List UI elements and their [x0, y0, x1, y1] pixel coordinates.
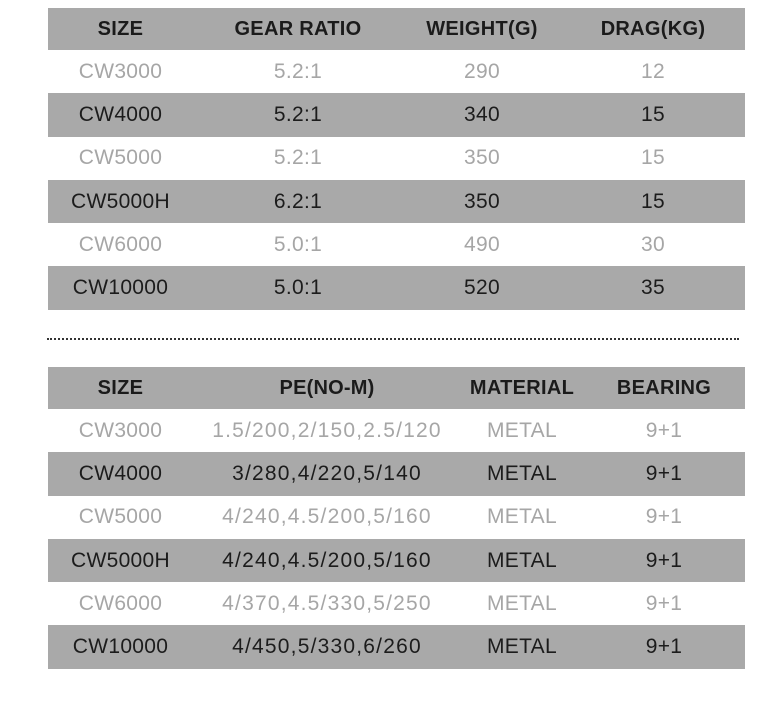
header-size: SIZE — [97, 17, 144, 40]
table-row — [48, 266, 745, 309]
cell-bearing: 9+1 — [645, 461, 683, 485]
cell-gear-ratio: 5.2:1 — [273, 146, 323, 170]
cell-bearing: 9+1 — [645, 418, 683, 442]
cell-material: METAL — [487, 418, 557, 442]
cell-size: CW5000H — [71, 189, 170, 213]
spec-table-line — [48, 367, 745, 669]
cell-material: METAL — [487, 461, 557, 485]
table-row — [48, 582, 745, 625]
cell-material: METAL — [487, 635, 557, 659]
cell-gear-ratio: 5.0:1 — [273, 276, 323, 300]
table-row — [48, 625, 745, 668]
cell-drag: 15 — [641, 189, 665, 213]
cell-weight: 350 — [464, 189, 500, 213]
cell-weight: 350 — [464, 146, 500, 170]
cell-weight: 340 — [464, 102, 500, 126]
header-drag: DRAG(KG) — [600, 17, 706, 40]
table-row — [48, 180, 745, 223]
header-weight: WEIGHT(G) — [426, 17, 538, 40]
cell-size: CW3000 — [78, 59, 163, 83]
cell-size: CW5000 — [78, 505, 163, 529]
cell-pe: 4/240,4.5/200,5/160 — [222, 548, 432, 572]
table-row — [48, 409, 745, 452]
cell-bearing: 9+1 — [645, 505, 683, 529]
table-header — [48, 367, 745, 409]
header-pe: PE(NO-M) — [279, 376, 375, 399]
table-row — [48, 137, 745, 180]
cell-weight: 490 — [464, 232, 500, 256]
cell-pe: 4/370,4.5/330,5/250 — [222, 591, 432, 615]
cell-size: CW5000 — [78, 146, 163, 170]
cell-bearing: 9+1 — [645, 635, 683, 659]
cell-weight: 520 — [464, 276, 500, 300]
table-row — [48, 452, 745, 495]
cell-drag: 15 — [641, 146, 665, 170]
cell-size: CW4000 — [78, 461, 163, 485]
cell-material: METAL — [487, 591, 557, 615]
cell-weight: 290 — [464, 59, 500, 83]
cell-drag: 35 — [641, 276, 665, 300]
cell-size: CW5000H — [71, 548, 170, 572]
cell-gear-ratio: 5.2:1 — [273, 102, 323, 126]
cell-material: METAL — [487, 505, 557, 529]
cell-material: METAL — [487, 548, 557, 572]
table-row — [48, 496, 745, 539]
cell-size: CW10000 — [72, 276, 169, 300]
cell-gear-ratio: 5.0:1 — [273, 232, 323, 256]
dotted-divider — [47, 338, 739, 340]
header-gear-ratio: GEAR RATIO — [234, 17, 362, 40]
table-row — [48, 50, 745, 93]
cell-gear-ratio: 6.2:1 — [273, 189, 323, 213]
cell-drag: 15 — [641, 102, 665, 126]
header-bearing: BEARING — [616, 376, 712, 399]
cell-bearing: 9+1 — [645, 591, 683, 615]
cell-bearing: 9+1 — [645, 548, 683, 572]
cell-pe: 1.5/200,2/150,2.5/120 — [212, 418, 442, 442]
header-size: SIZE — [97, 376, 144, 399]
cell-size: CW10000 — [72, 635, 169, 659]
cell-size: CW4000 — [78, 102, 163, 126]
cell-pe: 4/240,4.5/200,5/160 — [222, 505, 432, 529]
cell-pe: 4/450,5/330,6/260 — [232, 635, 422, 659]
cell-size: CW6000 — [78, 591, 163, 615]
cell-size: CW6000 — [78, 232, 163, 256]
table-row — [48, 93, 745, 136]
header-material: MATERIAL — [469, 376, 575, 399]
cell-pe: 3/280,4/220,5/140 — [232, 461, 422, 485]
cell-drag: 12 — [641, 59, 665, 83]
cell-size: CW3000 — [78, 418, 163, 442]
table-row — [48, 539, 745, 582]
cell-drag: 30 — [641, 232, 665, 256]
table-header — [48, 8, 745, 50]
cell-gear-ratio: 5.2:1 — [273, 59, 323, 83]
table-row — [48, 223, 745, 266]
spec-table-gear — [48, 8, 745, 310]
